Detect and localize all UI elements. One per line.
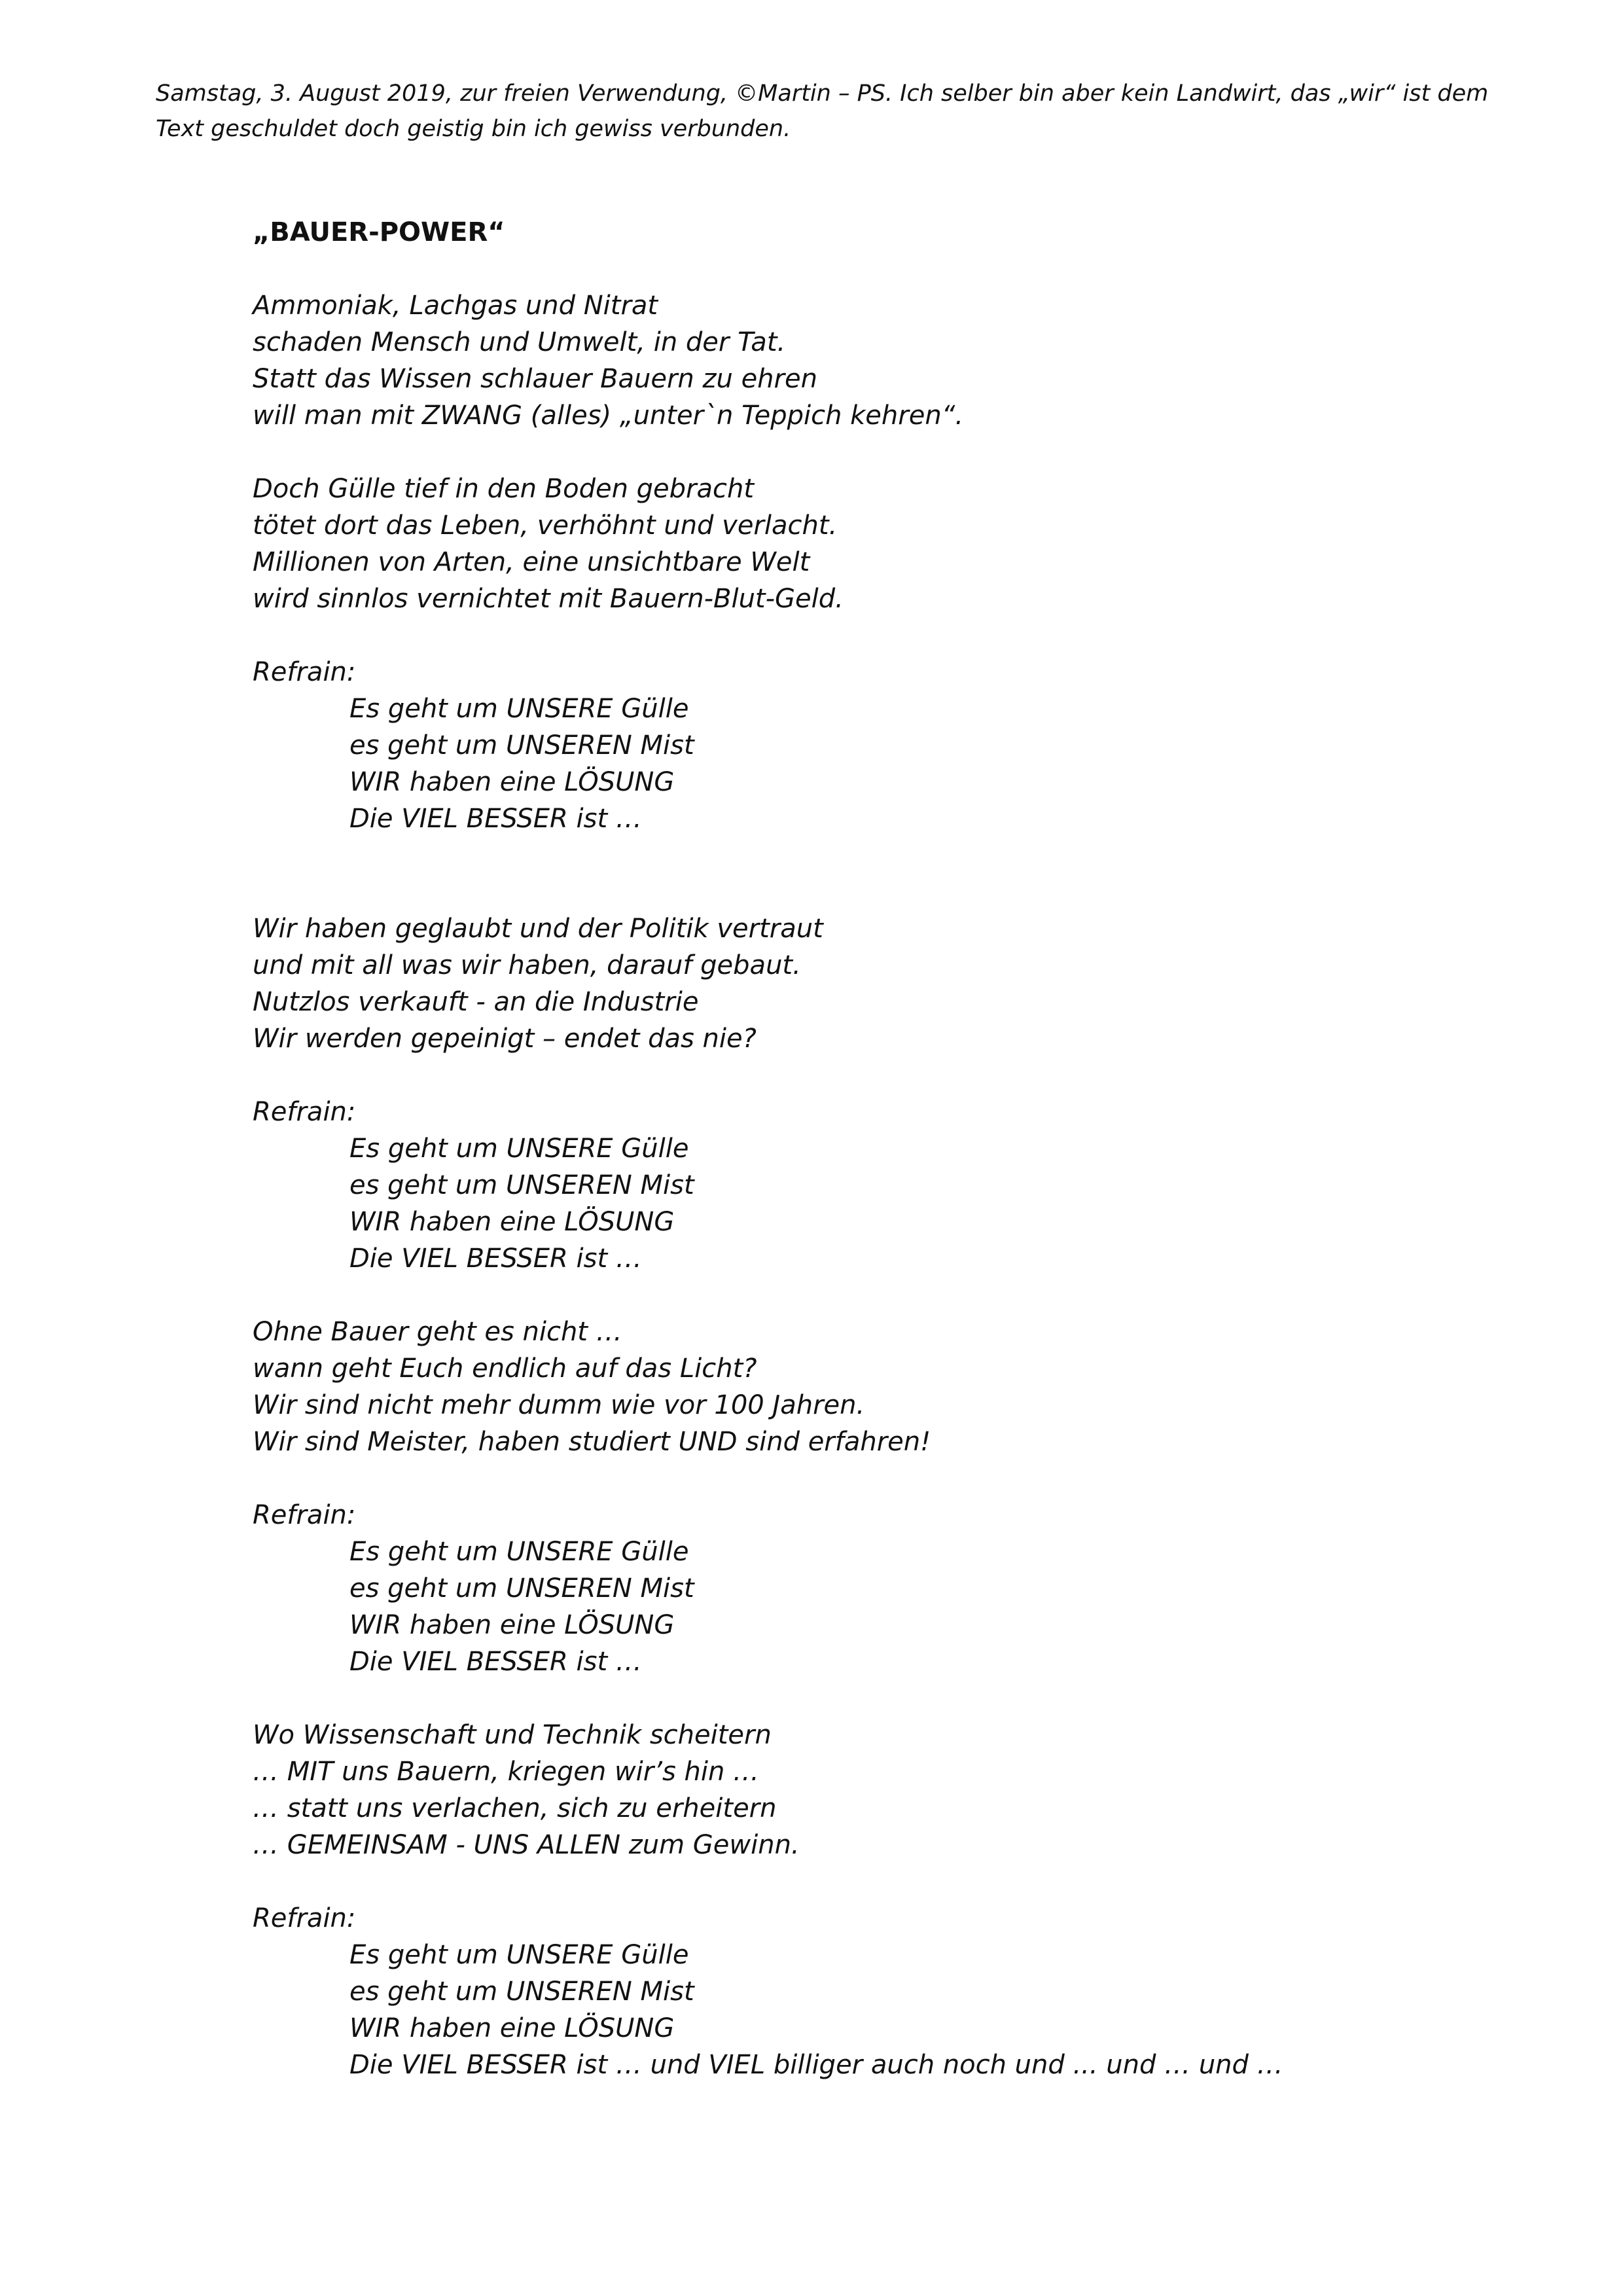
stanza-line: Ohne Bauer geht es nicht … [253, 1317, 622, 1347]
stanza-line: Statt das Wissen schlauer Bauern zu ehren [253, 364, 817, 394]
stanza-line: Wir haben geglaubt und der Politik vertraut [253, 914, 823, 944]
stanza-line: und mit all was wir haben, darauf gebaut. [253, 950, 801, 980]
stanza-line: schaden Mensch und Umwelt, in der Tat. [253, 327, 786, 357]
header-line-1: Samstag, 3. August 2019, zur freien Verwendung, ©Martin – PS. Ich selber bin aber kein Landwirt, das „wir“ ist dem [156, 81, 1489, 107]
refrain-line: es geht um UNSEREN Mist [349, 1170, 694, 1200]
refrain-4 [253, 1900, 1496, 2083]
refrain-line: Die VIEL BESSER ist … [349, 1647, 642, 1677]
stanza-line: wann geht Euch endlich auf das Licht? [253, 1354, 757, 1384]
stanza-2 [253, 471, 1496, 617]
refrain-line: Es geht um UNSERE Gülle [349, 694, 689, 724]
stanza-line: … MIT uns Bauern, kriegen wir’s hin … [253, 1757, 760, 1787]
header-line-2: Text geschuldet doch geistig bin ich gewiss verbunden. [156, 116, 791, 142]
refrain-2 [253, 1094, 1496, 1277]
poem [253, 214, 1496, 2083]
stanza-line: … statt uns verlachen, sich zu erheitern [253, 1793, 777, 1823]
refrain-label: Refrain: [253, 1500, 356, 1530]
refrain-3 [253, 1497, 1496, 1680]
refrain-line: es geht um UNSEREN Mist [349, 1977, 694, 2007]
stanza-1 [253, 287, 1496, 434]
stanza-line: Wir sind nicht mehr dumm wie vor 100 Jahren. [253, 1390, 865, 1420]
stanza-3 [253, 910, 1496, 1057]
stanza-line: tötet dort das Leben, verhöhnt und verlacht. [253, 511, 838, 541]
refrain-line: WIR haben eine LÖSUNG [349, 1207, 675, 1237]
stanza-line: Wir werden gepeinigt – endet das nie? [253, 1024, 757, 1054]
refrain-1 [253, 654, 1496, 837]
final-refrain-line: Die VIEL BESSER ist … und VIEL billiger auch noch und ... und … und … [349, 2050, 1283, 2080]
refrain-line: es geht um UNSEREN Mist [349, 1573, 694, 1604]
stanza-line: Ammoniak, Lachgas und Nitrat [253, 291, 658, 321]
refrain-line: Es geht um UNSERE Gülle [349, 1537, 689, 1567]
document-header [156, 76, 1491, 147]
refrain-line: Die VIEL BESSER ist … [349, 804, 642, 834]
stanza-line: Millionen von Arten, eine unsichtbare Welt [253, 547, 810, 577]
stanza-line: Doch Gülle tief in den Boden gebracht [253, 474, 755, 504]
stanza-line: will man mit ZWANG (alles) „unter`n Teppich kehren“. [253, 401, 964, 431]
stanza-line: wird sinnlos vernichtet mit Bauern-Blut-Geld. [253, 584, 844, 614]
refrain-label: Refrain: [253, 1903, 356, 1933]
refrain-label: Refrain: [253, 657, 356, 687]
stanza-4 [253, 1314, 1496, 1460]
refrain-line: es geht um UNSEREN Mist [349, 730, 694, 761]
stanza-line: Wir sind Meister, haben studiert UND sind erfahren! [253, 1427, 931, 1457]
stanza-line: Nutzlos verkauft - an die Industrie [253, 987, 699, 1017]
poem-title: „BAUER-POWER“ [253, 217, 505, 247]
refrain-line: WIR haben eine LÖSUNG [349, 767, 675, 797]
stanza-5 [253, 1717, 1496, 1863]
refrain-line: WIR haben eine LÖSUNG [349, 1610, 675, 1640]
refrain-line: Die VIEL BESSER ist … [349, 1244, 642, 1274]
stanza-line: Wo Wissenschaft und Technik scheitern [253, 1720, 772, 1750]
refrain-line: Es geht um UNSERE Gülle [349, 1134, 689, 1164]
refrain-label: Refrain: [253, 1097, 356, 1127]
refrain-line: WIR haben eine LÖSUNG [349, 2013, 675, 2043]
stanza-line: … GEMEINSAM - UNS ALLEN zum Gewinn. [253, 1830, 800, 1860]
refrain-line: Es geht um UNSERE Gülle [349, 1940, 689, 1970]
